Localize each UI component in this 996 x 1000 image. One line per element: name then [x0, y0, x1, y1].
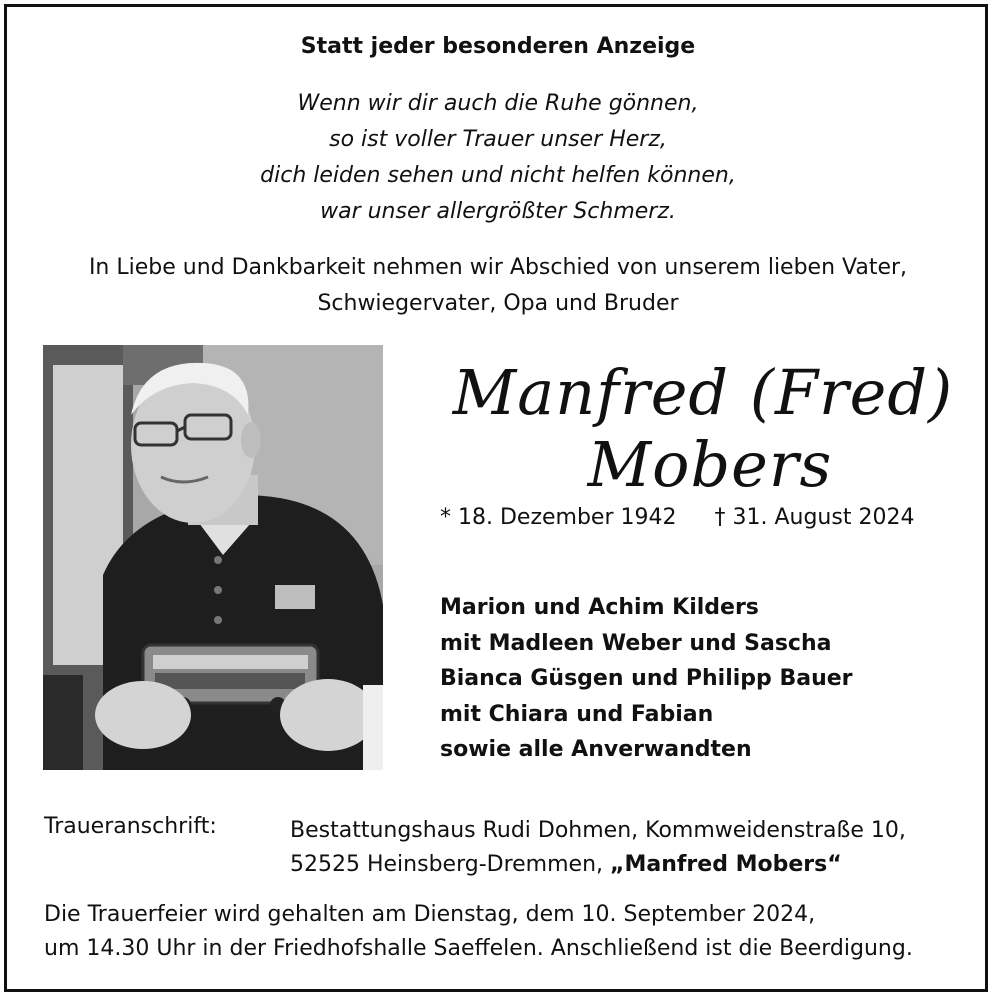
- portrait-photo: [43, 345, 383, 770]
- address-label: Traueranschrift:: [44, 814, 217, 839]
- life-dates: [440, 505, 914, 530]
- mourner-line: Marion und Achim Kilders: [440, 595, 759, 620]
- mourner-line: sowie alle Anverwandten: [440, 737, 752, 762]
- mourners-list: [440, 590, 853, 768]
- ceremony-line: um 14.30 Uhr in der Friedhofshalle Saeffelen. Anschließend ist die Beerdigung.: [44, 936, 913, 961]
- notice-heading: Statt jeder besonderen Anzeige: [300, 34, 696, 59]
- address-line2: [290, 848, 906, 882]
- intro-line: In Liebe und Dankbarkeit nehmen wir Abschied von unserem lieben Vater,: [88, 255, 908, 280]
- mourner-line: mit Chiara und Fabian: [440, 701, 714, 727]
- portrait-photo-icon: [43, 345, 383, 770]
- birth-date: * 18. Dezember 1942: [440, 505, 677, 530]
- poem-line: dich leiden sehen und nicht helfen können,: [260, 163, 736, 188]
- poem-line: war unser allergrößter Schmerz.: [320, 199, 676, 224]
- poem: [0, 86, 996, 230]
- ceremony-line: Die Trauerfeier wird gehalten am Dienstag, dem 10. September 2024,: [44, 902, 816, 927]
- deceased-name-line1: Manfred (Fred): [452, 356, 954, 429]
- deceased-name-line2: Mobers: [587, 428, 833, 501]
- death-date: † 31. August 2024: [714, 505, 915, 530]
- mourning-address: [290, 814, 906, 882]
- poem-line: Wenn wir dir auch die Ruhe gönnen,: [297, 91, 699, 116]
- intro-line: Schwiegervater, Opa und Bruder: [317, 291, 679, 316]
- poem-line: so ist voller Trauer unser Herz,: [329, 127, 667, 152]
- intro-text: [0, 250, 996, 322]
- address-line2-name: „Manfred Mobers“: [610, 852, 842, 877]
- mourner-line: Bianca Güsgen und Philipp Bauer: [440, 666, 853, 691]
- ceremony-info: [44, 898, 913, 966]
- mourner-line: mit Madleen Weber und Sascha: [440, 630, 832, 656]
- address-line1: Bestattungshaus Rudi Dohmen, Kommweidenstraße 10,: [290, 818, 906, 843]
- address-line2-prefix: 52525 Heinsberg-Dremmen,: [290, 852, 610, 877]
